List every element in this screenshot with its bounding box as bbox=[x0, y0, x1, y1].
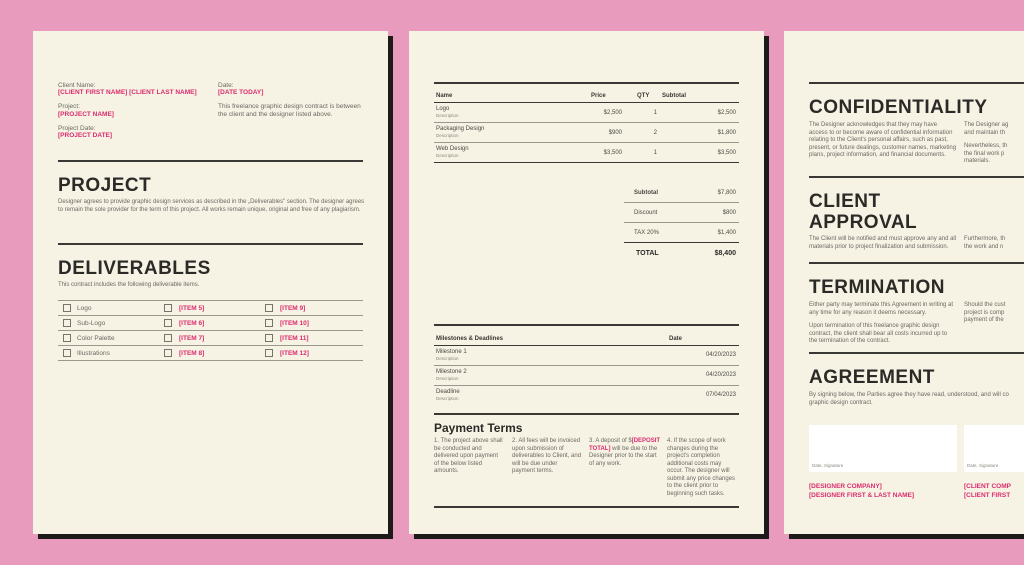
milestones-header: Milestones & Deadlines bbox=[436, 336, 504, 342]
contract-page-3 bbox=[784, 31, 1024, 534]
project-heading: PROJECT bbox=[58, 175, 152, 196]
deliverable-checkbox[interactable] bbox=[265, 319, 273, 327]
table-row-desc: Description bbox=[436, 153, 459, 158]
tax-value: $1,400 bbox=[717, 230, 736, 236]
divider bbox=[809, 82, 1024, 84]
deliverable-item: [ITEM 7] bbox=[179, 335, 205, 342]
designer-name: [DESIGNER FIRST & LAST NAME] bbox=[809, 492, 915, 499]
table-row-name: Logo bbox=[436, 106, 450, 112]
deliverable-checkbox[interactable] bbox=[63, 304, 71, 312]
date-label: Date: bbox=[218, 82, 234, 89]
divider bbox=[809, 176, 1024, 178]
termination-text-2: Should the cust project is comp payment of the bbox=[964, 302, 1006, 323]
table-row-price: $2,500 bbox=[603, 110, 622, 116]
client-name-value: [CLIENT FIRST NAME] [CLIENT LAST NAME] bbox=[58, 89, 197, 96]
table-row-qty: 2 bbox=[653, 130, 657, 136]
deliverable-checkbox[interactable] bbox=[265, 334, 273, 342]
payment-term-3: 3. A deposit of $[DEPOSIT TOTAL] will be due to the Designer prior to the start of any work. bbox=[589, 438, 661, 467]
milestone-name: Milestone 2 bbox=[436, 369, 467, 375]
deliverable-checkbox[interactable] bbox=[164, 334, 172, 342]
project-text: Designer agrees to provide graphic design services as described in the „Deliverables" section. The designer agrees to remain the sole provider for the term of this project. All works remain unique, original and free of any plagiarism. bbox=[58, 199, 365, 213]
payment-term-4: 4. If the scope of work changes during the project's completion additional costs may occur. The designer will submit any price changes to the client prior to beginning such tasks. bbox=[667, 438, 736, 497]
milestone-name: Milestone 1 bbox=[436, 349, 467, 355]
confidentiality-text: The Designer acknowledges that they may have access to or become aware of confidential information relating to the Client's personal affairs, such as past, present, or future dealings, customer names, marketing plans, project information, and financial documents. bbox=[809, 122, 957, 158]
deliverable-item: Color Palette bbox=[77, 335, 115, 342]
divider bbox=[809, 352, 1024, 354]
deliverable-checkbox[interactable] bbox=[164, 319, 172, 327]
intro-text: This freelance graphic design contract is between the client and the designer listed above. bbox=[218, 103, 361, 118]
deliverable-checkbox[interactable] bbox=[63, 349, 71, 357]
payment-terms-heading: Payment Terms bbox=[434, 421, 523, 435]
discount-value: $800 bbox=[722, 210, 736, 216]
project-value: [PROJECT NAME] bbox=[58, 111, 114, 118]
agreement-heading: AGREEMENT bbox=[809, 367, 935, 388]
deliverable-item: [ITEM 6] bbox=[179, 320, 205, 327]
subtotal-value: $7,800 bbox=[717, 190, 736, 196]
client-company: [CLIENT COMP bbox=[964, 483, 1011, 490]
table-row-price: $900 bbox=[608, 130, 622, 136]
deliverable-checkbox[interactable] bbox=[265, 349, 273, 357]
client-signature-box[interactable] bbox=[964, 425, 1024, 472]
project-date-value: [PROJECT DATE] bbox=[58, 132, 113, 139]
table-row-qty: 1 bbox=[653, 110, 657, 116]
termination-heading: TERMINATION bbox=[809, 277, 946, 298]
table-row-name: Web Design bbox=[436, 146, 469, 152]
total-value: $8,400 bbox=[714, 250, 736, 257]
milestones-date-header: Date bbox=[669, 336, 683, 342]
deliverable-checkbox[interactable] bbox=[63, 319, 71, 327]
deliverables-heading: DELIVERABLES bbox=[58, 258, 211, 279]
table-row-name: Packaging Design bbox=[436, 126, 485, 132]
signature-label: Date, Signature bbox=[967, 463, 999, 468]
subtotal-label: Subtotal bbox=[634, 190, 658, 196]
project-date-label: Project Date: bbox=[58, 125, 96, 132]
table-header-price: Price bbox=[591, 93, 606, 99]
client-name: [CLIENT FIRST bbox=[964, 492, 1011, 499]
table-row-price: $3,500 bbox=[603, 150, 622, 156]
milestone-date: 07/04/2023 bbox=[705, 392, 736, 398]
table-header-qty: QTY bbox=[637, 93, 650, 99]
deliverables-text: This contract includes the following deliverable items. bbox=[58, 282, 200, 288]
payment-term-2: 2. All fees will be invoiced upon submission of deliverables to Client, and will be due under payment terms. bbox=[512, 438, 582, 474]
date-value: [DATE TODAY] bbox=[218, 89, 264, 96]
table-header-subtotal: Subtotal bbox=[662, 93, 686, 99]
deliverable-item: Sub-Logo bbox=[77, 320, 106, 327]
deposit-total: [DEPOSIT TOTAL] bbox=[589, 438, 661, 452]
divider bbox=[809, 262, 1024, 264]
deliverable-item: [ITEM 10] bbox=[280, 320, 309, 327]
table-header-name: Name bbox=[436, 93, 453, 99]
divider bbox=[58, 243, 363, 245]
deliverable-item: [ITEM 8] bbox=[179, 350, 205, 357]
agreement-text: By signing below, the Parties agree they have read, understood, and will co graphic design contract. bbox=[809, 392, 1009, 406]
designer-signature-box[interactable] bbox=[809, 425, 957, 472]
milestone-date: 04/20/2023 bbox=[705, 352, 736, 358]
table-row-subtotal: $2,500 bbox=[717, 110, 736, 116]
milestone-name: Deadline bbox=[436, 389, 460, 395]
tax-label: TAX 20% bbox=[634, 230, 659, 236]
total-label: TOTAL bbox=[636, 250, 659, 257]
milestone-date: 04/20/2023 bbox=[705, 372, 736, 378]
client-name-label: Client Name: bbox=[58, 82, 96, 89]
table-row-subtotal: $1,800 bbox=[717, 130, 736, 136]
milestone-desc: Description bbox=[436, 356, 459, 361]
deliverable-item: Logo bbox=[77, 305, 92, 312]
table-row-subtotal: $3,500 bbox=[717, 150, 736, 156]
table-row-qty: 1 bbox=[653, 150, 657, 156]
confidentiality-text-2: The Designer ag and maintain th bbox=[964, 122, 1009, 136]
table-row-desc: Description bbox=[436, 133, 459, 138]
table-row-desc: Description bbox=[436, 113, 459, 118]
divider bbox=[434, 82, 739, 84]
deliverable-checkbox[interactable] bbox=[164, 304, 172, 312]
divider bbox=[434, 506, 739, 508]
divider bbox=[434, 413, 739, 415]
deliverable-item: Illustrations bbox=[77, 350, 110, 357]
discount-label: Discount bbox=[634, 210, 658, 216]
confidentiality-text-3: Nevertheless, th the final work p materials. bbox=[964, 143, 1008, 164]
payment-term-1: 1. The project above shall be conducted and delivered upon payment of the below listed amounts. bbox=[434, 438, 503, 474]
deliverable-item: [ITEM 5] bbox=[179, 305, 205, 312]
contract-page-2 bbox=[409, 31, 764, 534]
deliverable-checkbox[interactable] bbox=[164, 349, 172, 357]
termination-text: Either party may terminate this Agreement in writing at any time for any reason it deems necessary. bbox=[809, 302, 954, 316]
deliverable-checkbox[interactable] bbox=[265, 304, 273, 312]
deliverable-item: [ITEM 11] bbox=[280, 335, 309, 342]
client-approval-text: The Client will be notified and must approve any and all materials prior to project finalization and submission. bbox=[809, 236, 957, 250]
divider bbox=[58, 160, 363, 162]
client-approval-heading: CLIENT APPROVAL bbox=[809, 191, 918, 233]
divider bbox=[434, 324, 739, 326]
project-label: Project: bbox=[58, 103, 81, 110]
termination-text-b: Upon termination of this freelance graphic design contract, the client shall bear all costs incurred up to the termination of the contract. bbox=[809, 323, 948, 344]
contract-page-1 bbox=[33, 31, 388, 534]
signature-label: Date, Signature bbox=[812, 463, 844, 468]
deliverable-item: [ITEM 12] bbox=[280, 350, 309, 357]
deliverable-item: [ITEM 9] bbox=[280, 305, 306, 312]
milestone-desc: Description bbox=[436, 376, 459, 381]
designer-company: [DESIGNER COMPANY] bbox=[809, 483, 882, 490]
deliverable-checkbox[interactable] bbox=[63, 334, 71, 342]
milestone-desc: Description bbox=[436, 396, 459, 401]
confidentiality-heading: CONFIDENTIALITY bbox=[809, 97, 988, 118]
client-approval-text-2: Furthermore, th the work and n bbox=[964, 236, 1006, 250]
